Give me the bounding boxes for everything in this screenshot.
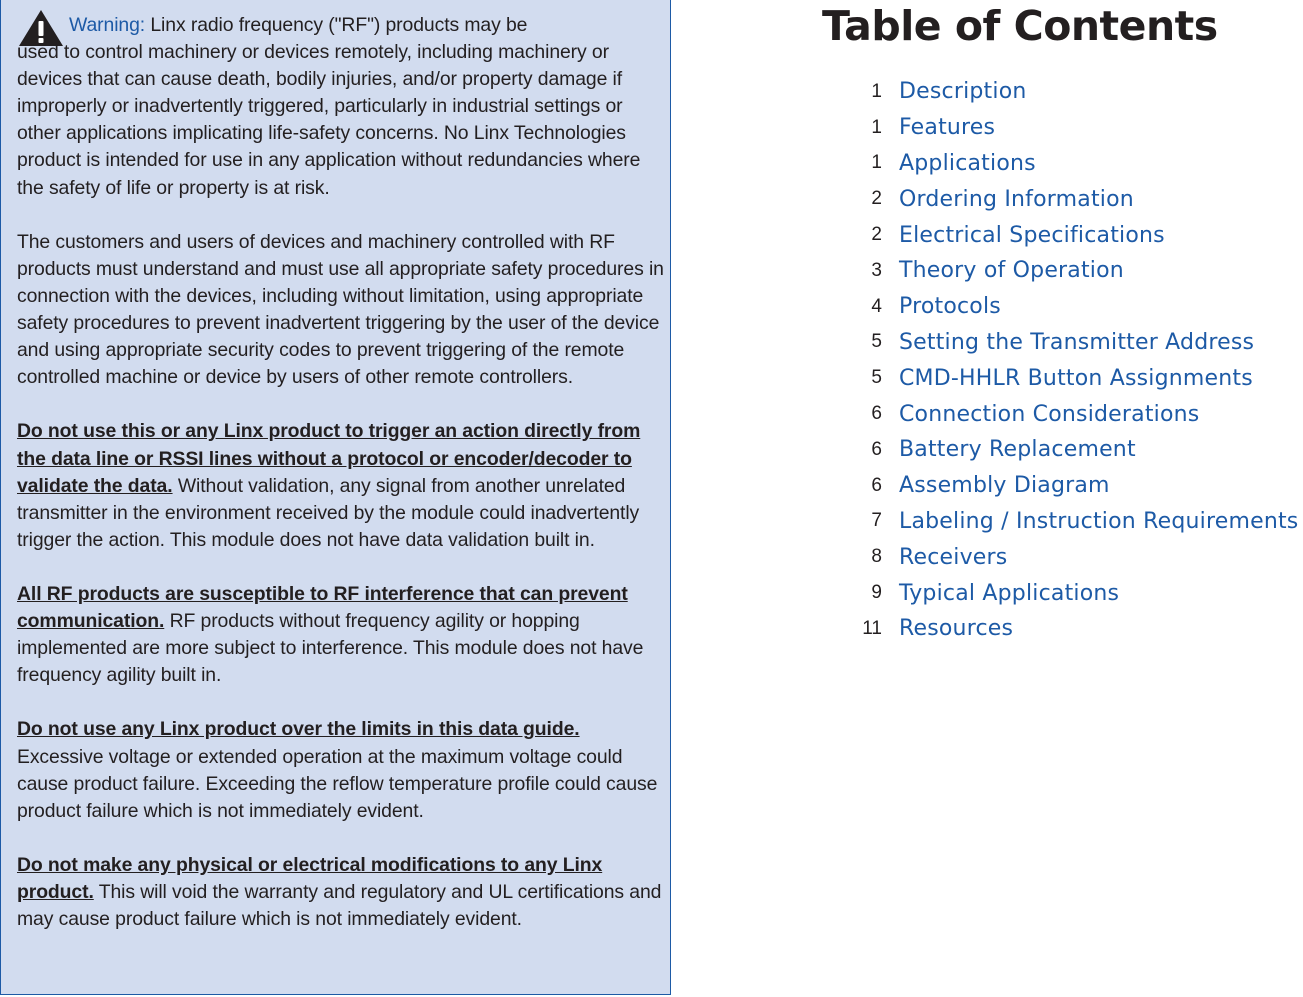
- toc-item[interactable]: [840, 74, 1303, 110]
- toc-page-number: 6: [871, 438, 882, 460]
- warning-body: used to control machinery or devices remotely, including machinery or devices that can cause death, bodily injuries, and/or property damage if improperly or inadvertently triggered, particularly in industrial settings or other applications implicating life-safety concerns. No Linx Technologies product is intended for use in any application without redundancies where the safety of life or property is at risk.: [17, 41, 641, 199]
- warning-text-validation: Without validation, any signal from another unrelated transmitter in the environment received by the module could inadvertently trigger the action. This module does not have data validation built in.: [17, 474, 640, 551]
- warning-text-limits: Excessive voltage or extended operation at the maximum voltage could cause product failure. Exceeding the reflow temperature profile could cause product failure which is not immediately evident.: [17, 745, 658, 822]
- toc-title: Table of Contents: [822, 2, 1218, 50]
- toc-item[interactable]: [840, 432, 1303, 468]
- warning-paragraph-5: [17, 716, 665, 824]
- warning-heading-validation: Do not use this or any Linx product to trigger an action directly from the data line or RSSI lines without a protocol or encoder/decoder to validate the data.: [17, 420, 641, 497]
- toc-page-number: 3: [871, 259, 882, 281]
- toc-page-number: 9: [871, 582, 882, 604]
- toc-item[interactable]: [840, 539, 1303, 575]
- toc-item[interactable]: [840, 611, 1303, 647]
- warning-heading-modifications: Do not make any physical or electrical modifications to any Linx product.: [17, 853, 603, 903]
- toc-page-number: 11: [862, 617, 882, 639]
- toc-item[interactable]: [840, 360, 1303, 396]
- warning-intro: Linx radio frequency ("RF") products may be: [150, 14, 528, 36]
- toc-link[interactable]: Setting the Transmitter Address: [899, 329, 1255, 355]
- toc-link[interactable]: Theory of Operation: [899, 258, 1124, 284]
- toc-page-number: 5: [871, 367, 882, 389]
- toc-link[interactable]: Electrical Specifications: [899, 222, 1165, 248]
- warning-paragraph-3: [17, 418, 665, 553]
- warning-paragraph-2: The customers and users of devices and machinery controlled with RF products must understand and must use all appropriate safety procedures in connection with the devices, including without limitation, using appropriate safety procedures to prevent inadvertent triggering by the user of the device and using appropriate security codes to prevent triggering of the remote controlled machine or device by users of other remote controllers.: [17, 230, 664, 389]
- toc-item[interactable]: [840, 504, 1303, 540]
- warning-text-modifications: This will void the warranty and regulatory and UL certifications and may cause product failure which is not immediately evident.: [17, 881, 662, 931]
- toc-page-number: 1: [871, 80, 882, 102]
- warning-paragraph-4: [17, 581, 665, 689]
- toc-link[interactable]: Resources: [899, 616, 1014, 642]
- toc-link[interactable]: Ordering Information: [899, 186, 1134, 212]
- warning-heading-limits: Do not use any Linx product over the limits in this data guide.: [17, 718, 580, 741]
- toc-item[interactable]: [840, 217, 1303, 253]
- toc-link[interactable]: Protocols: [899, 294, 1001, 320]
- toc-item[interactable]: [840, 575, 1303, 611]
- warning-paragraph-6: [17, 852, 665, 933]
- toc-item[interactable]: [840, 253, 1303, 289]
- warning-paragraph-1: [17, 12, 665, 202]
- toc-link[interactable]: Assembly Diagram: [899, 473, 1110, 499]
- toc-page-number: 2: [871, 188, 882, 210]
- toc-page-number: 2: [871, 224, 882, 246]
- toc-page-number: 7: [871, 510, 882, 532]
- warning-text: [17, 12, 665, 933]
- toc-item[interactable]: [840, 289, 1303, 325]
- warning-first-line: [17, 12, 665, 39]
- toc-page-number: 6: [871, 403, 882, 425]
- toc-link[interactable]: Labeling / Instruction Requirements: [899, 508, 1299, 534]
- warning-text-interference: RF products without frequency agility or hopping implemented are more subject to interference. This module does not have frequency agility built in.: [17, 610, 644, 687]
- toc-page-number: 8: [871, 546, 882, 568]
- toc-link[interactable]: Features: [899, 115, 996, 141]
- toc-link[interactable]: CMD-HHLR Button Assignments: [899, 365, 1253, 391]
- toc-page-number: 5: [871, 331, 882, 353]
- toc-item[interactable]: [840, 468, 1303, 504]
- toc-link[interactable]: Description: [899, 79, 1027, 105]
- toc-link[interactable]: Connection Considerations: [899, 401, 1200, 427]
- toc-item[interactable]: [840, 146, 1303, 182]
- toc-item[interactable]: [840, 181, 1303, 217]
- toc-item[interactable]: [840, 325, 1303, 361]
- toc-item[interactable]: [840, 110, 1303, 146]
- toc-page-number: 1: [871, 116, 882, 138]
- toc-link[interactable]: Receivers: [899, 544, 1008, 570]
- toc-link[interactable]: Typical Applications: [899, 580, 1120, 606]
- warning-label: Warning:: [69, 14, 146, 36]
- toc-link[interactable]: Applications: [899, 150, 1036, 176]
- toc-page-number: 4: [871, 295, 882, 317]
- warning-heading-interference: All RF products are susceptible to RF interference that can prevent communication.: [17, 582, 628, 633]
- toc-page-number: 1: [871, 152, 882, 174]
- toc-page-number: 6: [871, 474, 882, 496]
- toc-link[interactable]: Battery Replacement: [899, 437, 1136, 463]
- toc-item[interactable]: [840, 396, 1303, 432]
- toc-list: [840, 74, 1303, 647]
